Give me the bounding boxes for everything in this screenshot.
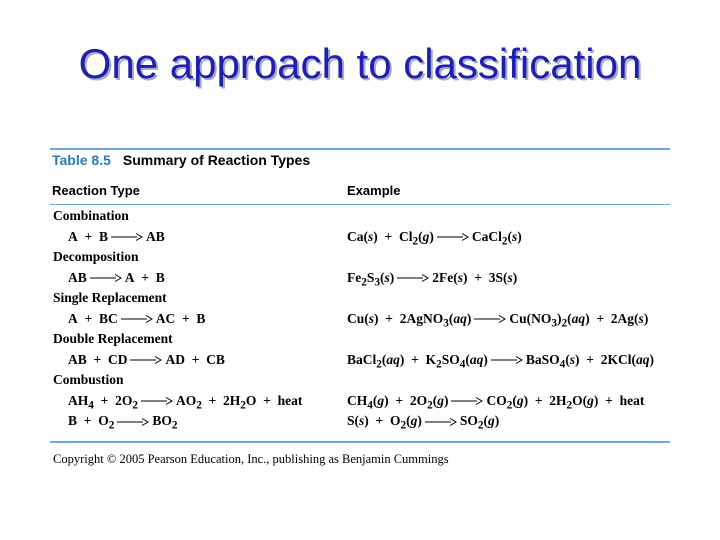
category-label: Double Replacement [53, 331, 173, 346]
reaction-arrow-icon [111, 229, 143, 245]
reaction-row [0, 229, 720, 249]
general-equation: AB A + B [68, 269, 165, 285]
reaction-arrow-icon [130, 352, 162, 368]
reaction-arrow-icon [425, 413, 457, 429]
example-equation: $Ca(s) + Cl_2(g)$ CaCl$_2$(s) [347, 228, 522, 248]
column-header-example: Example [347, 183, 401, 198]
reaction-row [0, 413, 720, 433]
general-equation: A + BC AC + B [68, 310, 206, 326]
reaction-arrow-icon [474, 311, 506, 327]
reaction-arrow-icon [397, 270, 429, 286]
category-row [0, 372, 720, 392]
copyright-notice: Copyright © 2005 Pearson Education, Inc., publishing as Benjamin Cummings [53, 452, 449, 466]
reaction-row [0, 393, 720, 413]
table-caption [52, 152, 310, 168]
table-number: Table 8.5 [52, 152, 111, 168]
example-equation: $Fe_2S_3(s) 2Fe(s) + 3S(s)$ [347, 269, 518, 289]
reaction-arrow-icon [121, 311, 153, 327]
reaction-arrow-icon [437, 229, 469, 245]
category-row [0, 249, 720, 269]
general-equation: AB + CD AD + CB [68, 351, 225, 367]
table-caption-text: Summary of Reaction Types [122, 152, 311, 168]
reaction-arrow-icon [141, 393, 173, 409]
general-equation: $B + O_2$ $BO_2$ [68, 413, 178, 432]
table-top-rule [50, 148, 670, 150]
reaction-row [0, 270, 720, 290]
general-equation: A + B AB [68, 228, 165, 244]
category-label: Decomposition [53, 249, 139, 264]
general-equation: $AH_4 + 2O_2$ $AO_2 + 2H_2O$ + heat [68, 392, 303, 412]
category-row [0, 208, 720, 228]
reaction-row [0, 311, 720, 331]
reaction-row [0, 352, 720, 372]
category-label: Combustion [53, 372, 124, 387]
example-equation: BaCl$_2$(aq) + $K_2SO_4(aq)$ BaSO$_4$(s) + 2KCl(aq) [347, 351, 654, 371]
example-equation: Cu(s) + 2AgNO$_3$(aq) $Cu(NO_3)_2(aq) + 2Ag(s)$ [347, 310, 649, 330]
category-row [0, 290, 720, 310]
example-equation: $CH_4(g) + 2O_2(g) CO_2(g) + 2H_2O(g)$ + heat [347, 392, 645, 412]
slide-title: One approach to classification [78, 40, 642, 87]
category-label: Single Replacement [53, 290, 167, 305]
reaction-arrow-icon [117, 413, 149, 429]
category-row [0, 331, 720, 351]
column-header-reaction-type: Reaction Type [52, 183, 140, 198]
category-label: Combination [53, 208, 129, 223]
reaction-arrow-icon [90, 270, 122, 286]
table-bottom-rule [50, 441, 670, 443]
reaction-arrow-icon [491, 352, 523, 368]
example-equation: $S(s) + O_2(g)$ $SO_2(g)$ [347, 413, 500, 432]
reaction-arrow-icon [451, 393, 483, 409]
header-rule [50, 204, 670, 205]
